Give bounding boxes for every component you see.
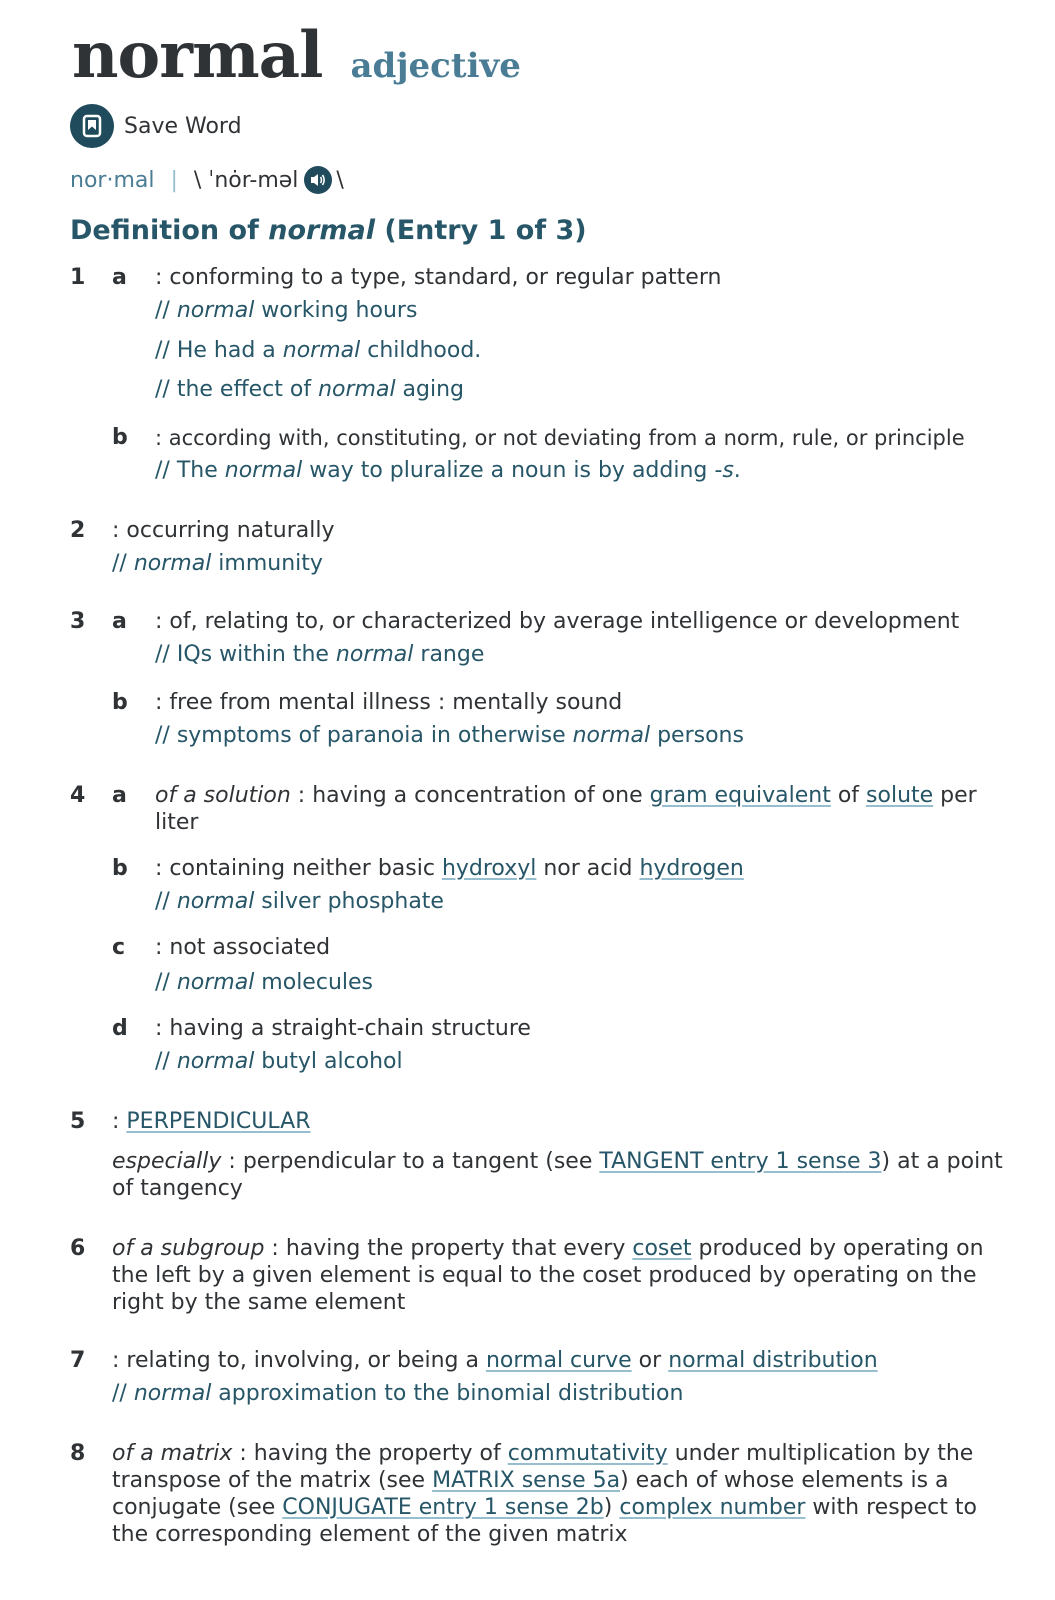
sense-text: [112, 1108, 310, 1136]
sense-text-part: per liter: [155, 783, 977, 835]
sense-subtext: [112, 1148, 1007, 1202]
example-text: working hours: [254, 298, 418, 323]
sense-text: : conforming to a type, standard, or regular pattern: [155, 265, 722, 290]
pronunciation-text: \ ˈnȯr-məl: [193, 167, 299, 193]
pronunciation-close: \: [336, 167, 344, 193]
example-marker: //: [155, 298, 170, 323]
sense-text-part: produced by operating on the left by a given element is equal to the coset produced by operating on the right by the same element: [112, 1236, 984, 1315]
cross-reference-link[interactable]: gram equivalent: [649, 783, 831, 808]
cross-reference-link[interactable]: normal distribution: [668, 1348, 878, 1373]
pronunciation-row: [70, 166, 344, 194]
example-text: IQs within the: [176, 642, 336, 667]
bookmark-icon: [70, 104, 114, 148]
example-keyword: normal: [176, 970, 255, 995]
example-marker: //: [155, 1049, 170, 1074]
example-sentence: [155, 888, 444, 916]
sense-letter: d: [112, 1016, 128, 1041]
sense-text: : having a straight-chain structure: [155, 1016, 531, 1041]
example-sentence: [155, 297, 417, 325]
sense-text-part: of: [830, 783, 867, 808]
example-text: .: [733, 458, 741, 483]
sense-text-part: :: [112, 1109, 127, 1134]
example-sentence: [112, 1380, 683, 1408]
sense-text-part: : relating to, involving, or being a: [112, 1348, 486, 1373]
example-sentence: [155, 1048, 403, 1076]
sense-text: [112, 1235, 992, 1316]
example-text: butyl alcohol: [254, 1049, 403, 1074]
sense-text-part: : having the property of: [232, 1441, 508, 1466]
sense-letter: a: [112, 783, 127, 808]
sense-letter: a: [112, 265, 127, 290]
sense-label: of a solution: [155, 783, 291, 808]
save-word-label: Save Word: [124, 113, 242, 139]
pronunciation-separator: |: [170, 167, 178, 193]
sense-text-part: ) at a point of tangency: [112, 1149, 1003, 1201]
sense-letter: b: [112, 690, 128, 715]
sense-text: : free from mental illness : mentally sound: [155, 690, 623, 715]
sense-letter: a: [112, 609, 127, 634]
sense-text-part: with respect to the corresponding element of the given matrix: [112, 1495, 977, 1547]
sense-text-part: : having a concentration of one: [290, 783, 650, 808]
example-keyword: normal: [133, 551, 212, 576]
example-text: range: [413, 642, 485, 667]
save-word-button[interactable]: [70, 104, 242, 148]
example-keyword: normal: [572, 723, 651, 748]
example-keyword: normal: [176, 1049, 255, 1074]
sense-label: of a subgroup: [112, 1236, 265, 1261]
example-text: childhood.: [360, 338, 482, 363]
sense-text: [155, 855, 744, 883]
example-text: The: [176, 458, 225, 483]
definition-heading: [70, 215, 587, 246]
syllables: nor·mal: [70, 167, 155, 193]
example-text: immunity: [211, 551, 323, 576]
example-text: molecules: [254, 970, 373, 995]
example-text: aging: [395, 377, 465, 402]
sense-text: [112, 1347, 878, 1375]
cross-reference-link[interactable]: hydroxyl: [441, 856, 537, 881]
example-sentence: [155, 337, 481, 365]
sense-letter: b: [112, 856, 128, 881]
cross-reference-link[interactable]: hydrogen: [639, 856, 744, 881]
sense-letter: b: [112, 425, 128, 450]
example-sentence: [112, 550, 323, 578]
example-text: approximation to the binomial distribution: [211, 1381, 684, 1406]
sense-text-part: nor acid: [536, 856, 640, 881]
example-keyword: normal: [133, 1381, 212, 1406]
sense-label: especially: [112, 1149, 222, 1174]
example-text: way to pluralize a noun is by adding: [302, 458, 715, 483]
sense-text: : occurring naturally: [112, 518, 335, 543]
example-marker: //: [155, 377, 170, 402]
sense-letter: c: [112, 935, 126, 960]
sense-number: 1: [70, 265, 86, 290]
example-keyword: normal: [176, 889, 255, 914]
cross-reference-link[interactable]: normal curve: [485, 1348, 632, 1373]
example-text: symptoms of paranoia in otherwise: [176, 723, 573, 748]
example-keyword: normal: [176, 298, 255, 323]
cross-reference-link[interactable]: MATRIX sense 5a: [432, 1468, 621, 1493]
example-keyword: -s: [714, 458, 734, 483]
sense-label: of a matrix: [112, 1441, 233, 1466]
example-text: persons: [650, 723, 744, 748]
example-sentence: [155, 969, 373, 997]
sense-number: 7: [70, 1348, 86, 1373]
sense-text-part: ): [603, 1495, 620, 1520]
sense-text-part: under multiplication by the transpose of the matrix (see: [112, 1441, 974, 1493]
sense-text-part: : having the property that every: [264, 1236, 633, 1261]
cross-reference-link[interactable]: TANGENT entry 1 sense 3: [599, 1149, 882, 1174]
example-keyword: normal: [224, 458, 303, 483]
sense-text-part: ) each of whose elements is a conjugate (see: [112, 1468, 949, 1520]
sense-text: [155, 782, 990, 836]
example-marker: //: [112, 551, 127, 576]
sense-number: 2: [70, 518, 86, 543]
definition-heading-word: normal: [268, 215, 375, 246]
sense-text: : according with, constituting, or not deviating from a norm, rule, or principle: [155, 426, 965, 450]
sense-text-part: : perpendicular to a tangent (see: [221, 1149, 600, 1174]
example-marker: //: [155, 970, 170, 995]
part-of-speech-link[interactable]: adjective: [350, 46, 521, 86]
sense-number: 8: [70, 1441, 86, 1466]
sense-text-part: or: [631, 1348, 669, 1373]
example-text: He had a: [176, 338, 283, 363]
speaker-icon[interactable]: [304, 166, 332, 194]
sense-number: 4: [70, 783, 86, 808]
example-keyword: normal: [282, 338, 361, 363]
cross-reference-link[interactable]: complex number: [619, 1495, 806, 1520]
example-sentence: [155, 722, 744, 750]
sense-text-part: : containing neither basic: [155, 856, 442, 881]
definition-heading-prefix: Definition of: [70, 215, 269, 246]
example-marker: //: [155, 723, 170, 748]
sense-number: 6: [70, 1236, 86, 1261]
example-text: the effect of: [176, 377, 319, 402]
cross-reference-link[interactable]: coset: [632, 1236, 692, 1261]
sense-number: 5: [70, 1109, 86, 1134]
example-marker: //: [155, 338, 170, 363]
sense-text: [112, 1440, 992, 1548]
sense-text: : not associated: [155, 935, 331, 960]
cross-reference-link[interactable]: commutativity: [507, 1441, 668, 1466]
example-marker: //: [155, 889, 170, 914]
example-keyword: normal: [318, 377, 396, 402]
sense-number: 3: [70, 609, 86, 634]
headword-row: [72, 18, 521, 98]
example-sentence: [155, 457, 741, 485]
example-text: silver phosphate: [254, 889, 444, 914]
cross-reference-link[interactable]: CONJUGATE entry 1 sense 2b: [282, 1495, 604, 1520]
cross-reference-link[interactable]: PERPENDICULAR: [126, 1109, 311, 1134]
example-sentence: [155, 641, 484, 669]
cross-reference-link[interactable]: solute: [866, 783, 934, 808]
example-keyword: normal: [335, 642, 414, 667]
sense-text: : of, relating to, or characterized by average intelligence or development: [155, 609, 960, 634]
example-marker: //: [155, 642, 170, 667]
example-marker: //: [155, 458, 170, 483]
headword: normal: [72, 18, 323, 93]
example-sentence: [155, 376, 464, 404]
example-marker: //: [112, 1381, 127, 1406]
definition-heading-suffix: (Entry 1 of 3): [374, 215, 587, 246]
